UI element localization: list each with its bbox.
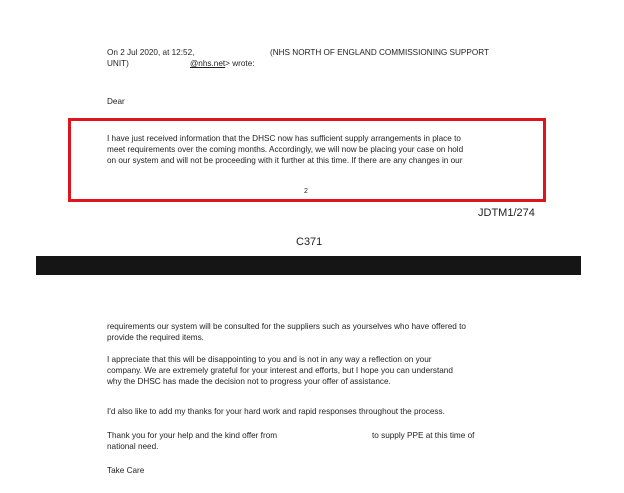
document-reference: JDTM1/274 [478, 207, 535, 219]
page2-para2-line3: why the DHSC has made the decision not to progress your offer of assistance. [107, 377, 391, 386]
page2-para1-line2: provide the required items. [107, 333, 204, 342]
signoff: Take Care [107, 466, 145, 475]
page2-para3: I'd also like to add my thanks for your hard work and rapid responses throughout the process. [107, 407, 445, 416]
page-separator-band [36, 256, 581, 275]
page2-para1-line1: requirements our system will be consulted for the suppliers such as yourselves who have offered to [107, 322, 466, 331]
highlighted-line-2: meet requirements over the coming months. Accordingly, we will now be placing your case on hold [107, 145, 464, 154]
highlight-box [68, 118, 546, 202]
salutation: Dear [107, 97, 125, 106]
sender-email-link[interactable]: @nhs.net [190, 59, 226, 68]
highlighted-line-3: on our system and will not be proceeding with it further at this time. If there are any changes in our [107, 156, 463, 165]
page2-para4-part2: to supply PPE at this time of [372, 431, 475, 440]
page2-para2-line2: company. We are extremely grateful for your interest and efforts, but I hope you can understand [107, 366, 453, 375]
page2-para4-line2: national need. [107, 442, 159, 451]
email-header-date: On 2 Jul 2020, at 12:52, [107, 48, 195, 57]
email-header-address [190, 58, 255, 69]
email-header-org: (NHS NORTH OF ENGLAND COMMISSIONING SUPPORT [270, 48, 489, 57]
email-header-unit: UNIT) [107, 59, 129, 68]
page-number: 2 [304, 188, 308, 195]
exhibit-code: C371 [296, 236, 323, 248]
page2-para2-line1: I appreciate that this will be disappointing to you and is not in any way a reflection on your [107, 355, 432, 364]
page2-para4-part1: Thank you for your help and the kind offer from [107, 431, 278, 440]
email-header-wrote: > wrote: [225, 59, 255, 68]
highlighted-line-1: I have just received information that the DHSC now has sufficient supply arrangements in place to [107, 134, 461, 143]
